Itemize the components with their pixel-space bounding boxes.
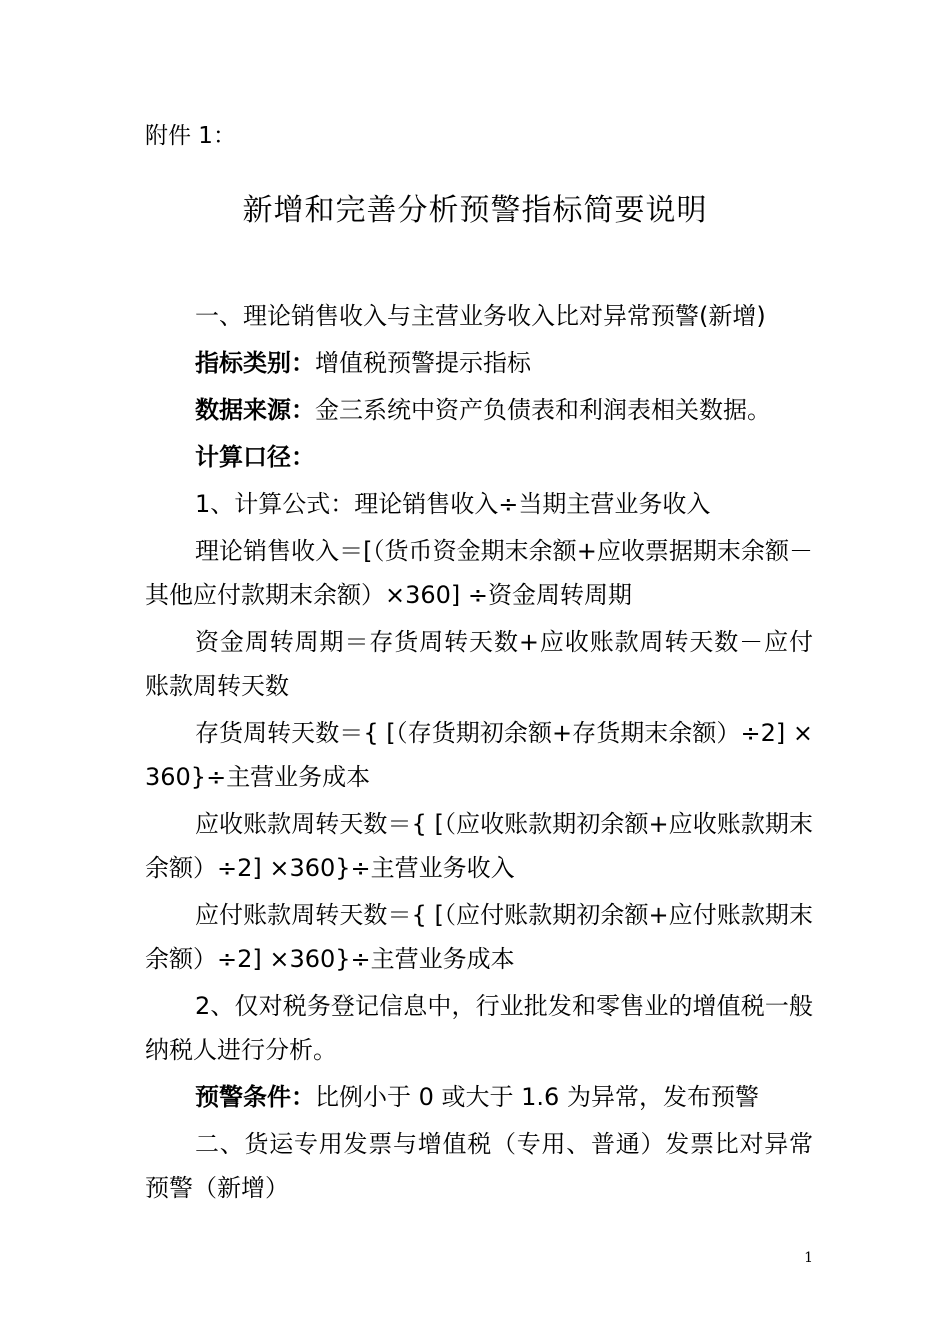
- document-title: 新增和完善分析预警指标简要说明: [242, 193, 708, 228]
- warning-line: [145, 1075, 813, 1119]
- section1-heading: 一、理论销售收入与主营业务收入比对异常预警(新增): [195, 302, 766, 330]
- attachment-label: 附件 1：: [145, 123, 236, 149]
- formula-1: 1、计算公式：理论销售收入÷当期主营业务收入: [195, 490, 711, 518]
- category-value: 增值税预警提示指标: [315, 349, 531, 377]
- category-label: 指标类别：: [195, 349, 315, 377]
- formula-6: 应付账款周转天数＝{ [（应付账款期初余额+应付账款期末余额）÷2] ×360}÷主营业务成本: [145, 901, 813, 973]
- formula-3: 资金周转周期＝存货周转天数+应收账款周转天数－应付账款周转天数: [145, 628, 813, 700]
- page-number: 1: [804, 1250, 813, 1266]
- source-line: [145, 388, 813, 432]
- formula-2: 理论销售收入＝[（货币资金期末余额+应收票据期末余额－其他应付款期末余额）×360] ÷资金周转周期: [145, 537, 813, 609]
- source-value: 金三系统中资产负债表和利润表相关数据。: [315, 396, 771, 424]
- calc-label: 计算口径：: [195, 443, 315, 471]
- warning-value: 比例小于 0 或大于 1.6 为异常，发布预警: [315, 1083, 759, 1111]
- note-2: 2、仅对税务登记信息中，行业批发和零售业的增值税一般纳税人进行分析。: [145, 992, 813, 1064]
- category-line: [145, 341, 813, 385]
- formula-4: 存货周转天数＝{ [（存货期初余额+存货期末余额）÷2] ×360}÷主营业务成本: [145, 719, 813, 791]
- document-body: [145, 294, 813, 1210]
- source-label: 数据来源：: [195, 396, 315, 424]
- section2-heading: 二、货运专用发票与增值税（专用、普通）发票比对异常预警（新增）: [145, 1130, 813, 1202]
- calc-line: [145, 435, 813, 479]
- warning-label: 预警条件：: [195, 1083, 315, 1111]
- formula-5: 应收账款周转天数＝{ [（应收账款期初余额+应收账款期末余额）÷2] ×360}÷主营业务收入: [145, 810, 813, 882]
